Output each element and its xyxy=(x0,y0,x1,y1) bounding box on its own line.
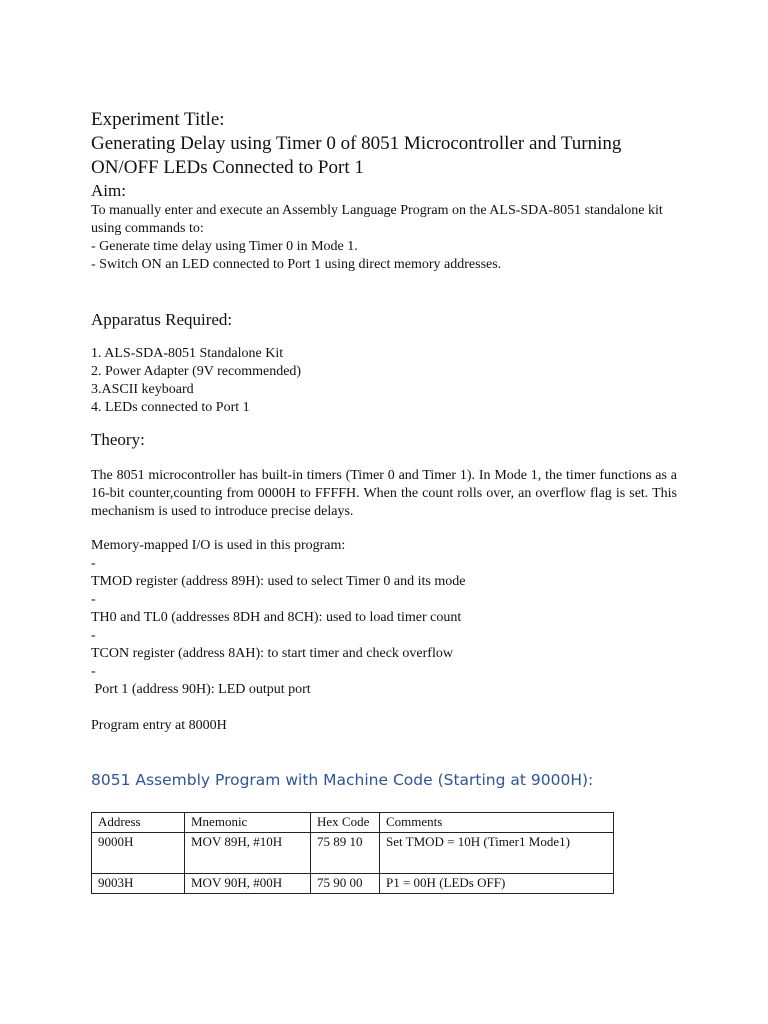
column-header: Hex Code xyxy=(311,813,380,833)
column-header: Address xyxy=(92,813,185,833)
io-dash: - xyxy=(91,592,96,607)
apparatus-item: 4. LEDs connected to Port 1 xyxy=(91,400,250,415)
table-cell: P1 = 00H (LEDs OFF) xyxy=(380,874,614,894)
table-cell: 75 90 00 xyxy=(311,874,380,894)
apparatus-heading: Apparatus Required: xyxy=(91,310,233,329)
table-row xyxy=(92,874,614,894)
apparatus-item: 2. Power Adapter (9V recommended) xyxy=(91,364,302,379)
apparatus-item: 3.ASCII keyboard xyxy=(91,382,194,397)
theory-heading: Theory: xyxy=(91,430,145,449)
table-row xyxy=(92,833,614,874)
aim-item: - Generate time delay using Timer 0 in Mode 1. xyxy=(91,239,358,254)
program-table xyxy=(91,812,614,894)
document-page xyxy=(91,108,677,894)
table-cell: MOV 90H, #00H xyxy=(185,874,311,894)
io-dash: - xyxy=(91,628,96,643)
aim-item: - Switch ON an LED connected to Port 1 using direct memory addresses. xyxy=(91,257,502,272)
aim-heading: Aim: xyxy=(91,181,126,200)
program-entry: Program entry at 8000H xyxy=(91,718,227,733)
io-item: TMOD register (address 89H): used to select Timer 0 and its mode xyxy=(91,574,466,589)
theory-paragraph: The 8051 microcontroller has built-in timers (Timer 0 and Timer 1). In Mode 1, the timer functions as a 16-bit counter,counting from 0000H to FFFFH. When the count rolls over, an overflow flag is set. This mechanism is used to introduce precise delays. xyxy=(91,468,677,519)
experiment-title-label: Experiment Title: xyxy=(91,109,225,130)
io-dash: - xyxy=(91,556,96,571)
table-header-row xyxy=(92,813,614,833)
io-intro: Memory-mapped I/O is used in this program: xyxy=(91,538,346,553)
program-heading: 8051 Assembly Program with Machine Code (Starting at 9000H): xyxy=(91,771,594,789)
experiment-title: Generating Delay using Timer 0 of 8051 Microcontroller and Turning ON/OFF LEDs Connected to Port 1 xyxy=(91,133,622,178)
aim-intro: To manually enter and execute an Assembly Language Program on the ALS-SDA-8051 standalone kit using commands to: xyxy=(91,203,663,236)
column-header: Mnemonic xyxy=(185,813,311,833)
column-header: Comments xyxy=(380,813,614,833)
table-cell: MOV 89H, #10H xyxy=(185,833,311,874)
table-cell: Set TMOD = 10H (Timer1 Mode1) xyxy=(380,833,614,874)
io-item: TCON register (address 8AH): to start timer and check overflow xyxy=(91,646,453,661)
io-dash: - xyxy=(91,664,96,679)
table-cell: 75 89 10 xyxy=(311,833,380,874)
io-item: Port 1 (address 90H): LED output port xyxy=(91,682,311,697)
apparatus-item: 1. ALS-SDA-8051 Standalone Kit xyxy=(91,346,284,361)
io-item: TH0 and TL0 (addresses 8DH and 8CH): used to load timer count xyxy=(91,610,462,625)
table-cell: 9000H xyxy=(92,833,185,874)
table-cell: 9003H xyxy=(92,874,185,894)
